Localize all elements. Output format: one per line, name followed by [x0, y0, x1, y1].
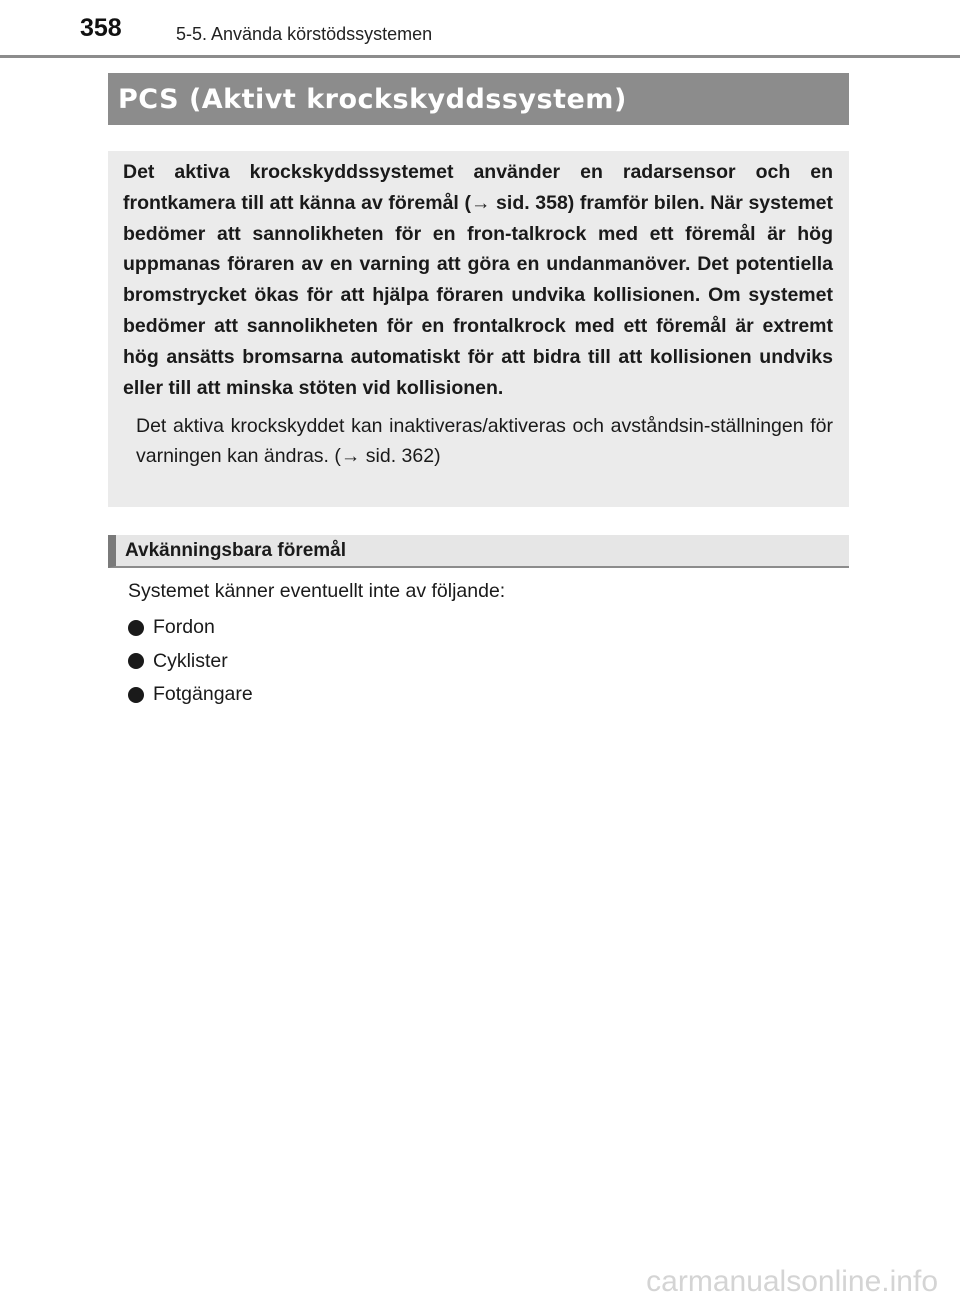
header-divider	[0, 55, 960, 58]
list-item-label: Fotgängare	[153, 683, 253, 706]
bullet-icon	[128, 653, 144, 669]
detectable-objects-list	[128, 611, 253, 712]
list-item	[128, 645, 253, 679]
title-bar	[108, 73, 849, 125]
intro-box	[108, 151, 849, 507]
section-heading	[108, 535, 849, 568]
page-number: 358	[80, 14, 122, 42]
chapter-header: 5-5. Använda körstödssystemen	[176, 24, 433, 44]
section-heading-text: Avkänningsbara föremål	[125, 539, 347, 561]
page-title: PCS (Aktivt krockskyddssystem)	[118, 83, 627, 115]
bullet-icon	[128, 687, 144, 703]
intro-note: Det aktiva krockskyddet kan inaktiveras/aktiveras och avståndsin-ställningen för varningen kan ändras. (→ sid. 362)	[136, 415, 833, 468]
list-item	[128, 611, 253, 645]
bullet-icon	[128, 620, 144, 636]
intro-paragraph: Det aktiva krockskyddssystemet använder en radarsensor och en frontkamera till att känna av föremål (→ sid. 358) framför bilen. När systemet bedömer att sannolikheten för en fron-talkrock med ett föremål är hög uppmanas föraren av en varning att göra en undanmanöver. Det potentiella bromstrycket ökas för att hjälpa föraren undvika kollisionen. Om systemet bedömer att sannolikheten för en frontalkrock med ett föremål är extremt hög ansätts bromsarna automatiskt för att bidra till att kollisionen undviks eller till att minska stöten vid kollisionen.	[123, 161, 833, 399]
section-lead: Systemet känner eventuellt inte av följande:	[128, 580, 506, 602]
list-item-label: Fordon	[153, 616, 215, 639]
list-item-label: Cyklister	[153, 649, 228, 672]
list-item	[128, 678, 253, 712]
watermark: carmanualsonline.info	[646, 1265, 938, 1298]
